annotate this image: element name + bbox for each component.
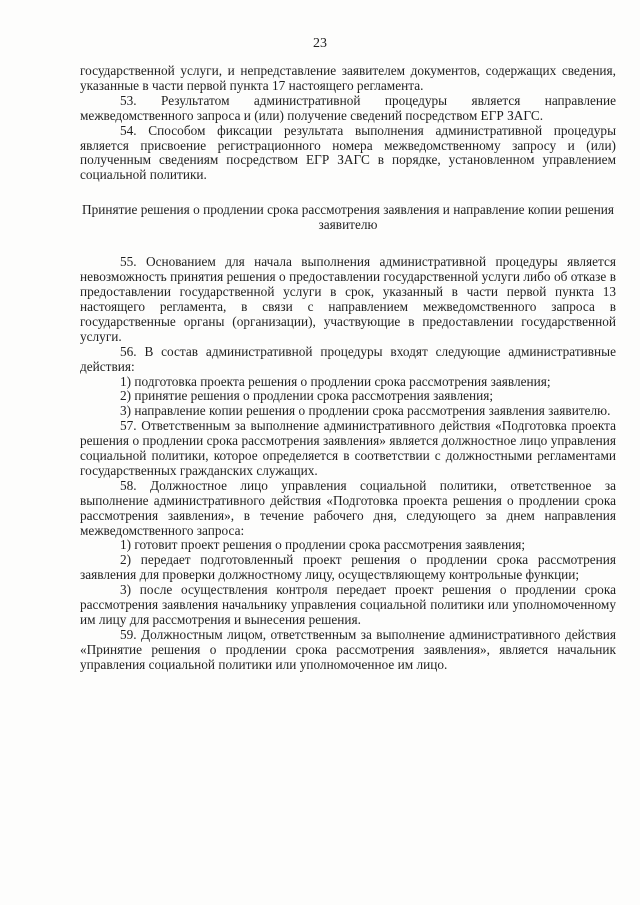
paragraph-continuation: государственной услуги, и непредставление заявителем документов, содержащих сведения, указанные в части первой пункта 17 настоящего регламента. — [80, 63, 616, 93]
paragraph-59: 59. Должностным лицом, ответственным за выполнение административного действия «Принятие решения о продлении срока рассмотрения заявления», является начальник управления социальной политики или уполномоченное им лицо. — [80, 626, 616, 672]
paragraph-53: 53. Результатом административной процедуры является направление межведомственного запроса и (или) получение сведений посредством ЕГР ЗАГС. — [80, 92, 616, 123]
list-item-56-1: 1) подготовка проекта решения о продлении срока рассмотрения заявления; — [120, 373, 551, 389]
list-item-58-1: 1) готовит проект решения о продлении срока рассмотрения заявления; — [120, 537, 526, 553]
section-heading: Принятие решения о продлении срока рассмотрения заявления и направление копии решения заявителю — [82, 202, 614, 233]
list-item-56-2: 2) принятие решения о продлении срока рассмотрения заявления; — [120, 388, 494, 404]
paragraph-55: 55. Основанием для начала выполнения административной процедуры является невозможность принятия решения о предоставлении государственной услуги либо об отказе в предоставлении государственной услуги в срок, указанный в части первой пункта 13 настоящего регламента, в связи с направлением межведомственного запроса в государственные органы (организации), участвующие в предоставлении государственной услуги. — [80, 254, 616, 344]
paragraph-58: 58. Должностное лицо управления социальной политики, ответственное за выполнение административного действия «Подготовка проекта решения о продлении срока рассмотрения заявления», в течение рабочего дня, следующего за днем направления межведомственного запроса: — [80, 477, 616, 538]
paragraph-56: 56. В состав административной процедуры входят следующие административные действия: — [80, 343, 616, 374]
document-body — [80, 64, 616, 673]
list-item-58-3: 3) после осуществления контроля передает проект решения о продлении срока рассмотрения заявления начальнику управления социальной политики или уполномоченному им лицу для рассмотрения и вынесения решения. — [80, 582, 616, 627]
list-item-56-3: 3) направление копии решения о продлении срока рассмотрения заявления заявителю. — [120, 403, 611, 419]
paragraph-54: 54. Способом фиксации результата выполнения административной процедуры является присвоение регистрационного номера межведомственному запросу и (или) полученным сведениям посредством ЕГР ЗАГС в порядке, установленном управлением социальной политики. — [80, 122, 616, 183]
paragraph-57: 57. Ответственным за выполнение административного действия «Подготовка проекта решения о продлении срока рассмотрения заявления» является должностное лицо управления социальной политики, которое определяется в соответствии с должностными регламентами государственных гражданских служащих. — [80, 418, 616, 478]
list-item-58-2: 2) передает подготовленный проект решения о продлении срока рассмотрения заявления для проверки должностному лицу, осуществляющему контрольные функции; — [80, 552, 616, 583]
page-number: 23 — [313, 36, 327, 51]
